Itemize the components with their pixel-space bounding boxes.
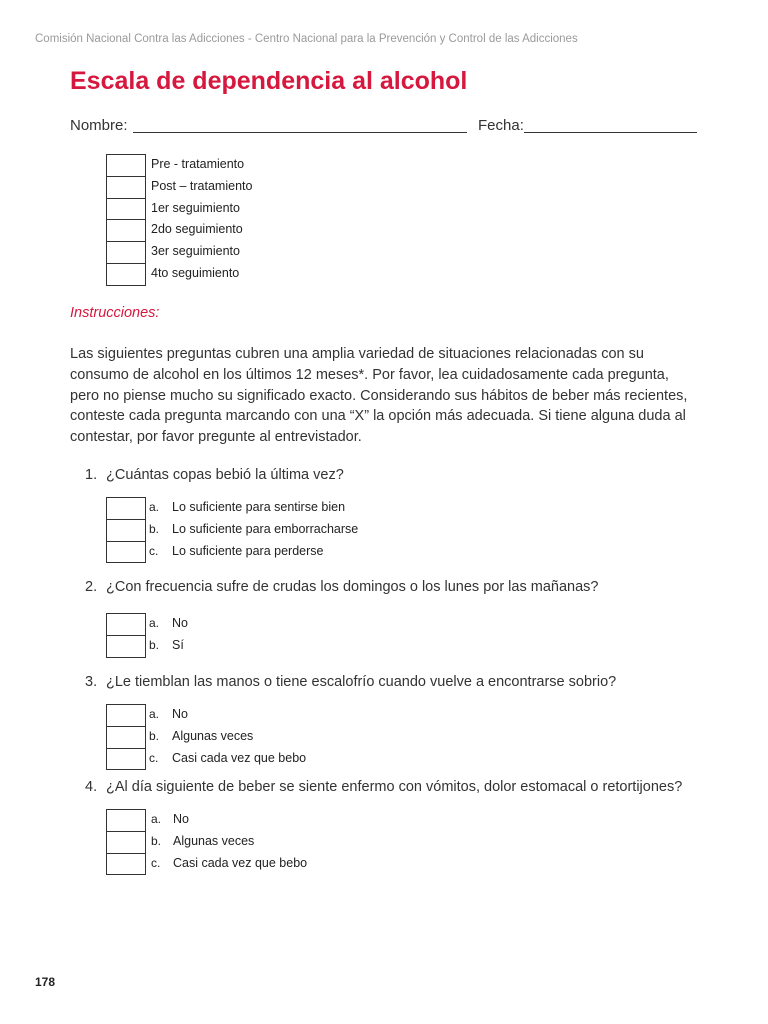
date-label: Fecha:: [478, 117, 524, 134]
stage-label: 1er seguimiento: [151, 200, 240, 215]
option-checkbox[interactable]: [106, 748, 146, 771]
option-label: No: [173, 812, 189, 826]
question-text: ¿Al día siguiente de beber se siente enfermo con vómitos, dolor estomacal o retortijones?: [106, 779, 683, 795]
option-letter: a.: [149, 707, 160, 721]
option-checkbox[interactable]: [106, 704, 146, 726]
option-letter: b.: [149, 521, 160, 536]
option-checkbox[interactable]: [106, 635, 146, 658]
instructions-title: Instrucciones:: [70, 305, 160, 321]
name-field[interactable]: [133, 132, 467, 133]
option-label: Lo suficiente para emborracharse: [172, 521, 359, 536]
option-letter: c.: [149, 750, 159, 765]
stage-label: 4to seguimiento: [151, 265, 240, 280]
stage-checkbox[interactable]: [106, 176, 146, 198]
option-label: Algunas veces: [173, 833, 255, 848]
option-checkbox[interactable]: [106, 519, 146, 541]
stage-checkbox[interactable]: [106, 219, 146, 241]
option-checkbox[interactable]: [106, 853, 146, 876]
option-checkbox[interactable]: [106, 497, 146, 519]
stage-checkbox[interactable]: [106, 154, 146, 176]
option-checkbox[interactable]: [106, 726, 146, 748]
instructions-body: Las siguientes preguntas cubren una amplia variedad de situaciones relacionadas con su consumo de alcohol en los últimos 12 meses*. Por favor, lea cuidadosamente cada pregunta, pero no piense mucho su significado exacto. Considerando sus hábitos de beber más recientes, conteste cada pregunta marcando con una “X” la opción más adecuada. Si tiene alguna duda al contestar, por favor pregunte al entrevistador.: [70, 346, 688, 446]
option-checkbox[interactable]: [106, 613, 146, 635]
option-letter: b.: [149, 637, 160, 652]
option-label: Sí: [172, 637, 184, 652]
option-letter: a.: [149, 616, 160, 630]
option-checkbox[interactable]: [106, 809, 146, 831]
option-letter: a.: [149, 500, 160, 514]
option-label: Lo suficiente para perderse: [172, 543, 324, 558]
option-checkbox[interactable]: [106, 831, 146, 853]
stage-label: 3er seguimiento: [151, 244, 240, 259]
stage-label: Post – tratamiento: [151, 178, 253, 193]
question-number: 3.: [85, 674, 98, 690]
option-label: No: [172, 707, 188, 721]
date-field[interactable]: [524, 132, 697, 133]
stage-label: Pre - tratamiento: [151, 157, 245, 171]
question-text: ¿Cuántas copas bebió la última vez?: [106, 467, 344, 483]
option-checkbox[interactable]: [106, 541, 146, 564]
option-label: Casi cada vez que bebo: [173, 855, 308, 870]
question-number: 1.: [85, 467, 98, 483]
question-text: ¿Le tiemblan las manos o tiene escalofrío cuando vuelve a encontrarse sobrio?: [106, 674, 617, 690]
question-text: ¿Con frecuencia sufre de crudas los domingos o los lunes por las mañanas?: [106, 579, 599, 595]
page-number: 178: [35, 975, 56, 989]
option-label: Casi cada vez que bebo: [172, 750, 307, 765]
form-fields: [70, 116, 697, 138]
option-letter: c.: [149, 543, 159, 558]
page-title: Escala de dependencia al alcohol: [70, 67, 468, 95]
option-label: Algunas veces: [172, 728, 254, 743]
stage-label: 2do seguimiento: [151, 222, 243, 237]
option-letter: c.: [151, 855, 161, 870]
stage-checkbox[interactable]: [106, 241, 146, 263]
option-label: Lo suficiente para sentirse bien: [172, 500, 346, 514]
stage-checkbox[interactable]: [106, 263, 146, 286]
page-header: Comisión Nacional Contra las Adicciones - Centro Nacional para la Prevención y Control de las Adicciones: [35, 33, 578, 45]
option-letter: a.: [151, 812, 162, 826]
stage-checkbox[interactable]: [106, 198, 146, 220]
option-label: No: [172, 616, 188, 630]
option-letter: b.: [149, 728, 160, 743]
name-label: Nombre:: [70, 117, 128, 134]
question-number: 2.: [85, 579, 98, 595]
option-letter: b.: [151, 833, 162, 848]
question-number: 4.: [85, 779, 98, 795]
